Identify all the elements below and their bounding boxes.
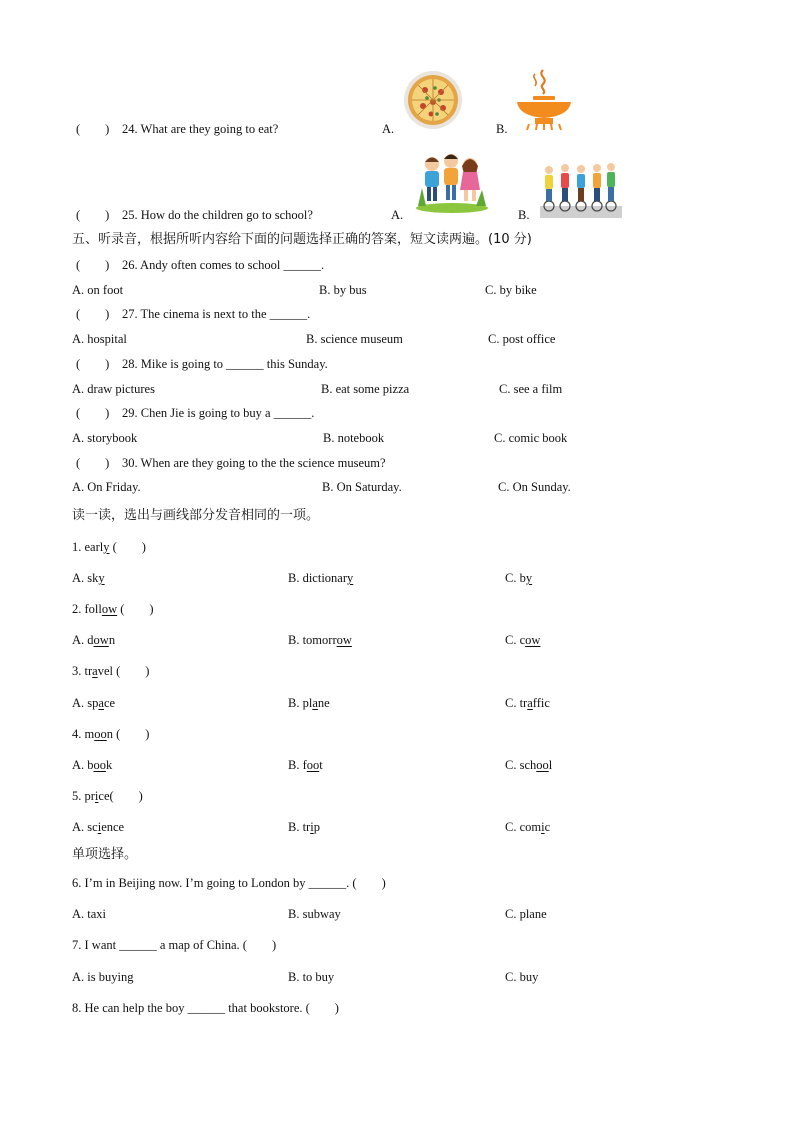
q25-bracket: ( )	[76, 208, 110, 222]
q28-option-c[interactable]: C. see a film	[499, 382, 563, 396]
q30-option-b[interactable]: B. On Saturday.	[322, 480, 402, 494]
phonics-q5-option-a[interactable]: A. science	[72, 820, 125, 834]
phonics-q1-option-a[interactable]: A. sky	[72, 571, 105, 585]
phonics-q4: 4. moon ( )	[72, 727, 150, 741]
choice-q7-option-c[interactable]: C. buy	[505, 970, 539, 984]
choice-q8: 8. He can help the boy ______ that bookstore. ( )	[72, 1001, 339, 1015]
phonics-q3-option-c[interactable]: C. traffic	[505, 696, 550, 710]
phonics-q5-option-c[interactable]: C. comic	[505, 820, 551, 834]
phonics-q1-option-b[interactable]: B. dictionary	[288, 571, 354, 585]
phonics-q4-option-a[interactable]: A. book	[72, 758, 113, 772]
noodle-bowl-image	[513, 66, 575, 132]
q29-option-b[interactable]: B. notebook	[323, 431, 385, 445]
q29-option-a[interactable]: A. storybook	[72, 431, 138, 445]
q24-text: 24. What are they going to eat?	[122, 122, 279, 136]
phonics-q1: 1. early ( )	[72, 540, 146, 554]
phonics-q2: 2. follow ( )	[72, 602, 154, 616]
q26-option-a[interactable]: A. on foot	[72, 283, 124, 297]
q25-text: 25. How do the children go to school?	[122, 208, 313, 222]
phonics-q2-option-a[interactable]: A. down	[72, 633, 116, 647]
q27-option-a[interactable]: A. hospital	[72, 332, 127, 346]
q29-bracket: ( )	[76, 406, 110, 420]
choice-q6: 6. I’m in Beijing now. I’m going to London by ______. ( )	[72, 876, 386, 890]
phonics-q1-option-c[interactable]: C. by	[505, 571, 533, 585]
children-biking-image	[540, 158, 622, 218]
q27-text: 27. The cinema is next to the ______.	[122, 307, 311, 321]
choice-q6-option-c[interactable]: C. plane	[505, 907, 547, 921]
phonics-q2-option-c[interactable]: C. cow	[505, 633, 541, 647]
q25-option-b[interactable]: B.	[518, 208, 530, 222]
q30-option-a[interactable]: A. On Friday.	[72, 480, 141, 494]
q28-bracket: ( )	[76, 357, 110, 371]
q28-text: 28. Mike is going to ______ this Sunday.	[122, 357, 328, 371]
phonics-q2-option-b[interactable]: B. tomorrow	[288, 633, 352, 647]
q29-option-c[interactable]: C. comic book	[494, 431, 568, 445]
phonics-title: 读一读，选出与画线部分发音相同的一项。	[72, 508, 320, 523]
choice-q7: 7. I want ______ a map of China. ( )	[72, 938, 277, 952]
phonics-q3-option-b[interactable]: B. plane	[288, 696, 330, 710]
phonics-q5-option-b[interactable]: B. trip	[288, 820, 320, 834]
section5-title: 五、听录音，根据所听内容给下面的问题选择正确的答案，短文读两遍。(10 分)	[72, 232, 532, 247]
q30-text: 30. When are they going to the the science museum?	[122, 456, 386, 470]
q26-option-b[interactable]: B. by bus	[319, 283, 367, 297]
q25-option-a[interactable]: A.	[391, 208, 404, 222]
q27-option-b[interactable]: B. science museum	[306, 332, 403, 346]
q26-bracket: ( )	[76, 258, 110, 272]
q29-text: 29. Chen Jie is going to buy a ______.	[122, 406, 315, 420]
phonics-q4-option-c[interactable]: C. school	[505, 758, 553, 772]
choice-q6-option-b[interactable]: B. subway	[288, 907, 341, 921]
q30-bracket: ( )	[76, 456, 110, 470]
q24-option-a[interactable]: A.	[382, 122, 395, 136]
q27-option-c[interactable]: C. post office	[488, 332, 556, 346]
phonics-q5: 5. price( )	[72, 789, 143, 803]
q24-bracket: ( )	[76, 122, 110, 136]
q28-option-b[interactable]: B. eat some pizza	[321, 382, 410, 396]
q26-text: 26. Andy often comes to school ______.	[122, 258, 325, 272]
q28-option-a[interactable]: A. draw pictures	[72, 382, 155, 396]
phonics-q3: 3. travel ( )	[72, 664, 150, 678]
phonics-q3-option-a[interactable]: A. space	[72, 696, 116, 710]
choice-title: 单项选择。	[72, 847, 138, 862]
children-walking-image	[412, 148, 490, 214]
pizza-image	[403, 70, 463, 130]
q27-bracket: ( )	[76, 307, 110, 321]
choice-q6-option-a[interactable]: A. taxi	[72, 907, 107, 921]
choice-q7-option-a[interactable]: A. is buying	[72, 970, 134, 984]
phonics-q4-option-b[interactable]: B. foot	[288, 758, 323, 772]
q26-option-c[interactable]: C. by bike	[485, 283, 537, 297]
q24-option-b[interactable]: B.	[496, 122, 508, 136]
choice-q7-option-b[interactable]: B. to buy	[288, 970, 335, 984]
q30-option-c[interactable]: C. On Sunday.	[498, 480, 571, 494]
